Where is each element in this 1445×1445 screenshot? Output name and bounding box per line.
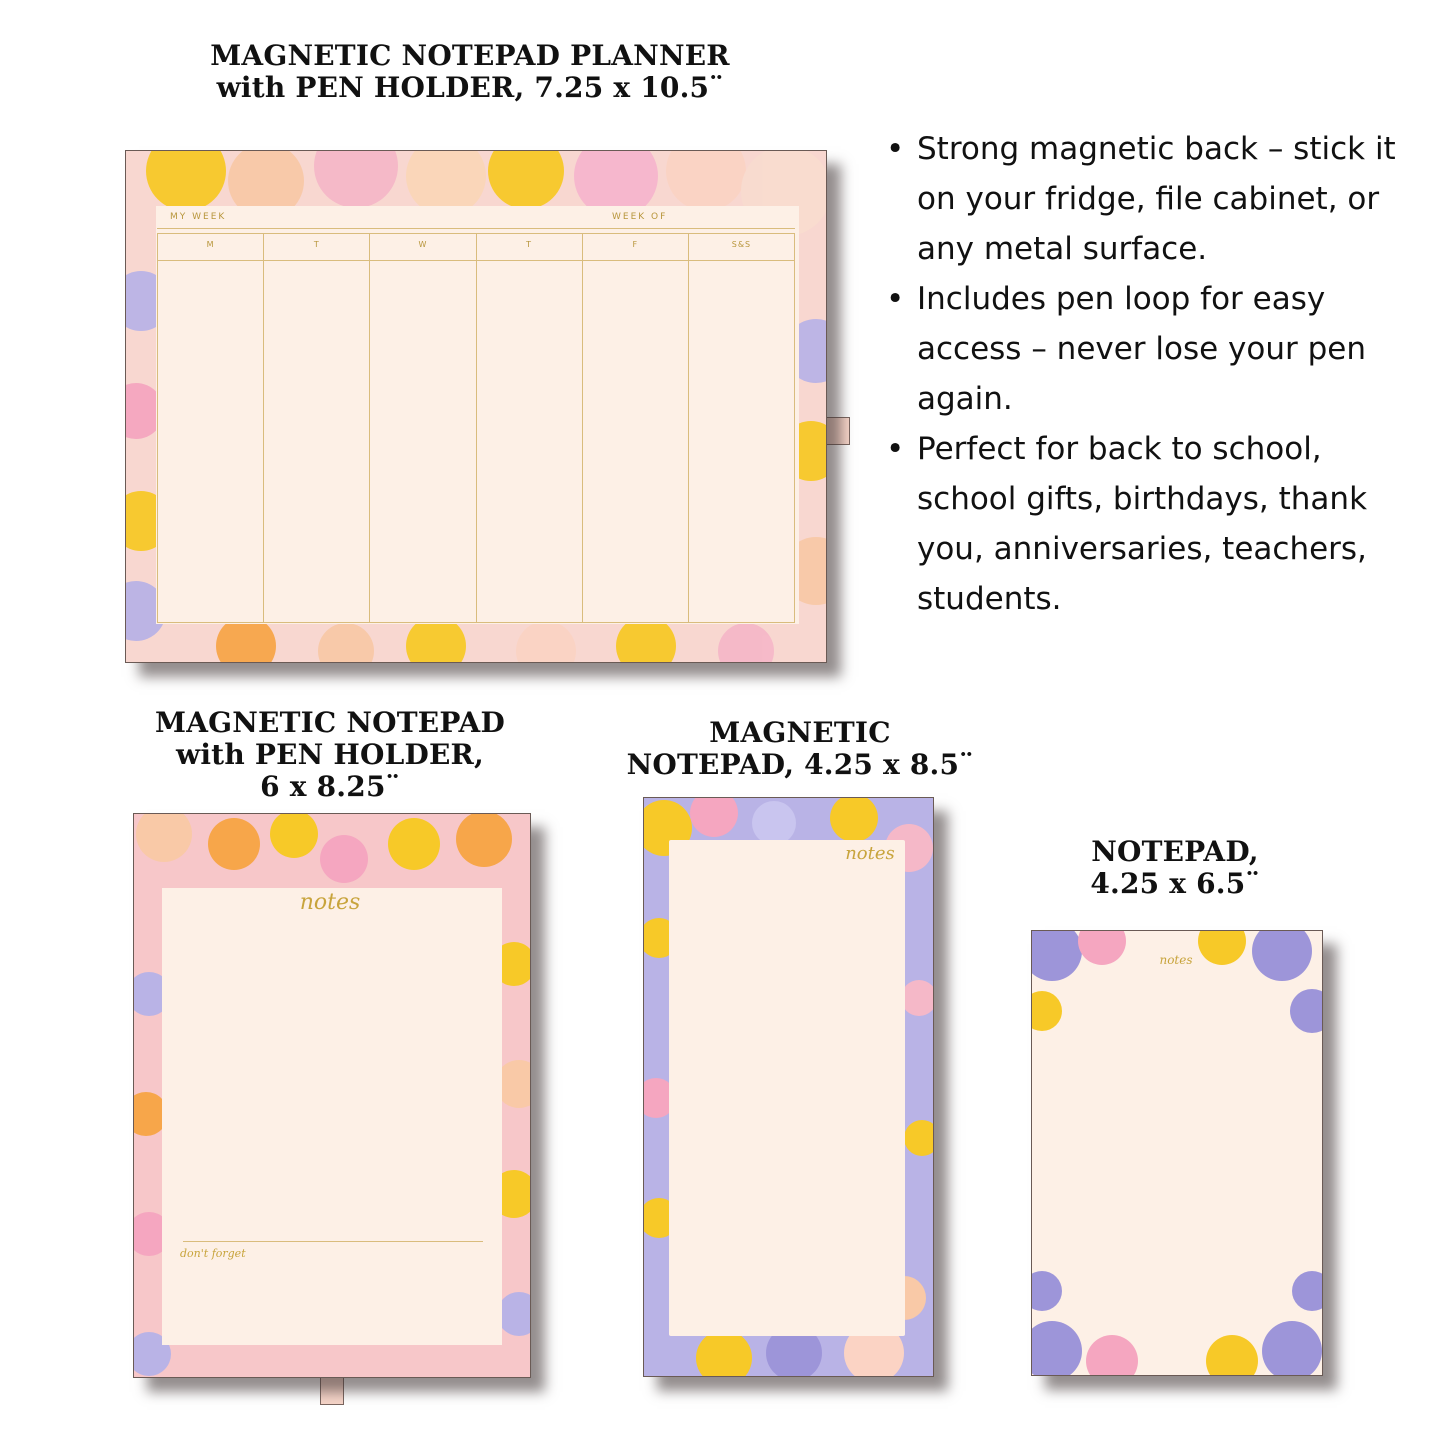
- planner-header-line: [157, 228, 795, 229]
- day-label: T: [526, 240, 533, 249]
- day-column: [477, 234, 583, 622]
- magnetic-notepad-pad: [643, 797, 934, 1377]
- pen-loop-tab: [826, 417, 850, 445]
- pen-loop-tab: [320, 1377, 344, 1405]
- notepad-pen-title-line1: MAGNETIC NOTEPAD: [155, 706, 505, 739]
- planner-title-line2: with PEN HOLDER, 7.25 x 10.5¨: [216, 71, 724, 104]
- notes-sheet: [162, 888, 502, 1345]
- day-label: F: [632, 240, 639, 249]
- day-label: M: [206, 240, 215, 249]
- dont-forget-label: don't forget: [180, 1247, 246, 1260]
- feature-item: • Strong magnetic back – stick it on your fridge, file cabinet, or any metal surface.: [884, 124, 1429, 274]
- notes-label: notes: [1159, 953, 1193, 967]
- day-column: [583, 234, 689, 622]
- notepad-pad: [1031, 930, 1323, 1376]
- magnetic-notepad-title: [600, 717, 1000, 781]
- planner-title-line1: MAGNETIC NOTEPAD PLANNER: [210, 39, 730, 72]
- day-column: [370, 234, 476, 622]
- feature-item: • Perfect for back to school, school gifts, birthdays, thank you, anniversaries, teachers, students.: [884, 424, 1429, 624]
- day-label: S&S: [731, 240, 752, 249]
- notes-label: notes: [845, 843, 895, 864]
- day-column: [689, 234, 794, 622]
- notes-label: notes: [299, 890, 361, 915]
- planner-title: [150, 40, 790, 104]
- my-week-label: MY WEEK: [170, 212, 227, 222]
- feature-item: • Includes pen loop for easy access – never lose your pen again.: [884, 274, 1429, 424]
- notepad-pen-title: [120, 707, 540, 803]
- week-of-label: WEEK OF: [612, 212, 668, 222]
- day-label: T: [313, 240, 320, 249]
- notepad-title-line2: 4.25 x 6.5¨: [1090, 867, 1260, 900]
- notepad-pen-title-line3: 6 x 8.25¨: [260, 770, 400, 803]
- day-column: [158, 234, 264, 622]
- magnetic-notepad-title-line2: NOTEPAD, 4.25 x 8.5¨: [626, 748, 974, 781]
- footer-line: [183, 1241, 483, 1242]
- weekly-grid: [157, 233, 795, 623]
- notepad-pen-title-line2: with PEN HOLDER,: [176, 738, 484, 771]
- day-column: [264, 234, 370, 622]
- notepad-title: [1050, 836, 1300, 900]
- notepad-title-line1: NOTEPAD,: [1091, 835, 1259, 868]
- feature-list: [884, 124, 1429, 624]
- floral-border: [1032, 931, 1322, 1375]
- magnetic-notepad-title-line1: MAGNETIC: [709, 716, 891, 749]
- notes-sheet: [669, 840, 905, 1336]
- day-label: W: [418, 240, 428, 249]
